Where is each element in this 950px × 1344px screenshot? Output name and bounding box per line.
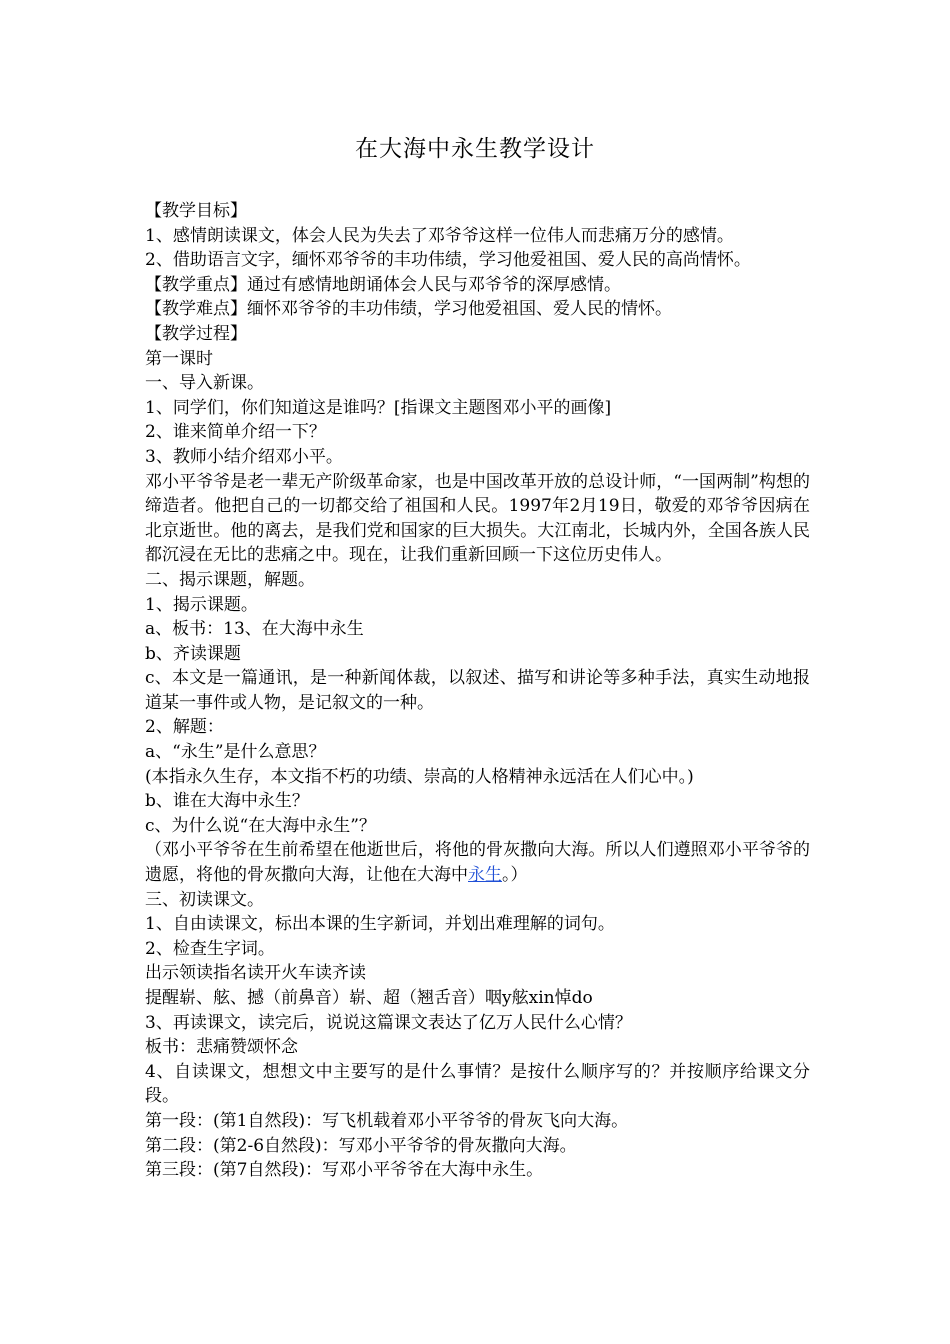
section-item: 2、检查生字词。 — [145, 938, 275, 959]
section-subitem: b、谁在大海中永生？ — [145, 791, 309, 812]
section-subitem: c、本文是一篇通讯，是一种新闻体裁，以叙述、描写和讲论等多种手法，真实生动地报道某一事件或人物，是记叙文的一种。 — [145, 668, 810, 713]
section-heading: 三、初读课文。 — [145, 889, 264, 910]
section-answer — [145, 838, 810, 887]
difficulty-point: 【教学难点】缅怀邓爷爷的丰功伟绩，学习他爱祖国、爱人民的情怀。 — [145, 299, 672, 320]
section-subitem: a、“永生”是什么意思？ — [145, 742, 326, 763]
goal-item: 2、借助语言文字，缅怀邓爷爷的丰功伟绩，学习他爱祖国、爱人民的高尚情怀。 — [145, 250, 751, 271]
section-item: 4、自读课文，想想文中主要写的是什么事情？是按什么顺序写的？并按顺序给课文分段。 — [145, 1061, 810, 1107]
segment-item: 第二段：(第2-6自然段)：写邓小平爷爷的骨灰撒向大海。 — [145, 1135, 577, 1156]
board-writing: 板书：悲痛赞颂怀念 — [145, 1037, 298, 1058]
section-item: 1、揭示课题。 — [145, 594, 258, 615]
section-item: 2、解题： — [145, 717, 224, 738]
reading-method: 出示领读指名读开火车读齐读 — [145, 963, 366, 984]
section-heading: 一、导入新课。 — [145, 373, 264, 394]
section-item: 2、谁来简单介绍一下？ — [145, 422, 326, 443]
section-subitem: a、板书：13、在大海中永生 — [145, 619, 364, 640]
section-answer: (本指永久生存，本文指不朽的功绩、崇高的人格精神永远活在人们心中。) — [145, 766, 694, 787]
section-item: 3、再读课文，读完后，说说这篇课文表达了亿万人民什么心情？ — [145, 1012, 632, 1033]
lesson-label: 第一课时 — [145, 348, 213, 369]
answer-text-end: 。） — [502, 865, 528, 886]
section-item: 1、同学们，你们知道这是谁吗？[指课文主题图邓小平的画像] — [145, 397, 612, 418]
intro-paragraph: 邓小平爷爷是老一辈无产阶级革命家，也是中国改革开放的总设计师，“一国两制”构想的缔造者。他把自己的一切都交给了祖国和人民。1997年2月19日，敬爱的邓爷爷因病在北京逝世。他的离去，是我们党和国家的巨大损失。大江南北，长城内外，全国各族人民都沉浸在无比的悲痛之中。现在，让我们重新回顾一下这位历史伟人。 — [145, 471, 810, 566]
vocabulary-words: 提醒崭、舷、撼（前鼻音）崭、超（翘舌音）咽y舷xin悼do — [145, 988, 593, 1008]
answer-text: （邓小平爷爷在生前希望在他逝世后，将他的骨灰撒向大海。所以人们遵照邓小平爷爷的遗愿，将他的骨灰撒向大海，让他在大海中 — [145, 840, 810, 886]
key-point: 【教学重点】通过有感情地朗诵体会人民与邓爷爷的深厚感情。 — [145, 274, 621, 295]
document-title: 在大海中永生教学设计 — [355, 136, 595, 162]
section-item: 1、自由读课文，标出本课的生字新词，并划出难理解的词句。 — [145, 914, 615, 935]
yongsheng-link[interactable]: 永生 — [468, 865, 502, 886]
segment-item: 第一段：(第1自然段)：写飞机载着邓小平爷爷的骨灰飞向大海。 — [145, 1110, 629, 1131]
section-subitem: c、为什么说“在大海中永生”？ — [145, 815, 376, 836]
process-heading: 【教学过程】 — [145, 323, 247, 344]
goal-item: 1、感情朗读课文，体会人民为失去了邓爷爷这样一位伟人而悲痛万分的感情。 — [145, 225, 734, 246]
section-item: 3、教师小结介绍邓小平。 — [145, 446, 343, 467]
segment-item: 第三段：(第7自然段)：写邓小平爷爷在大海中永生。 — [145, 1160, 544, 1181]
document-body — [145, 199, 810, 1183]
section-heading: 二、揭示课题，解题。 — [145, 569, 315, 590]
goals-heading: 【教学目标】 — [145, 201, 247, 221]
section-subitem: b、齐读课题 — [145, 643, 241, 664]
